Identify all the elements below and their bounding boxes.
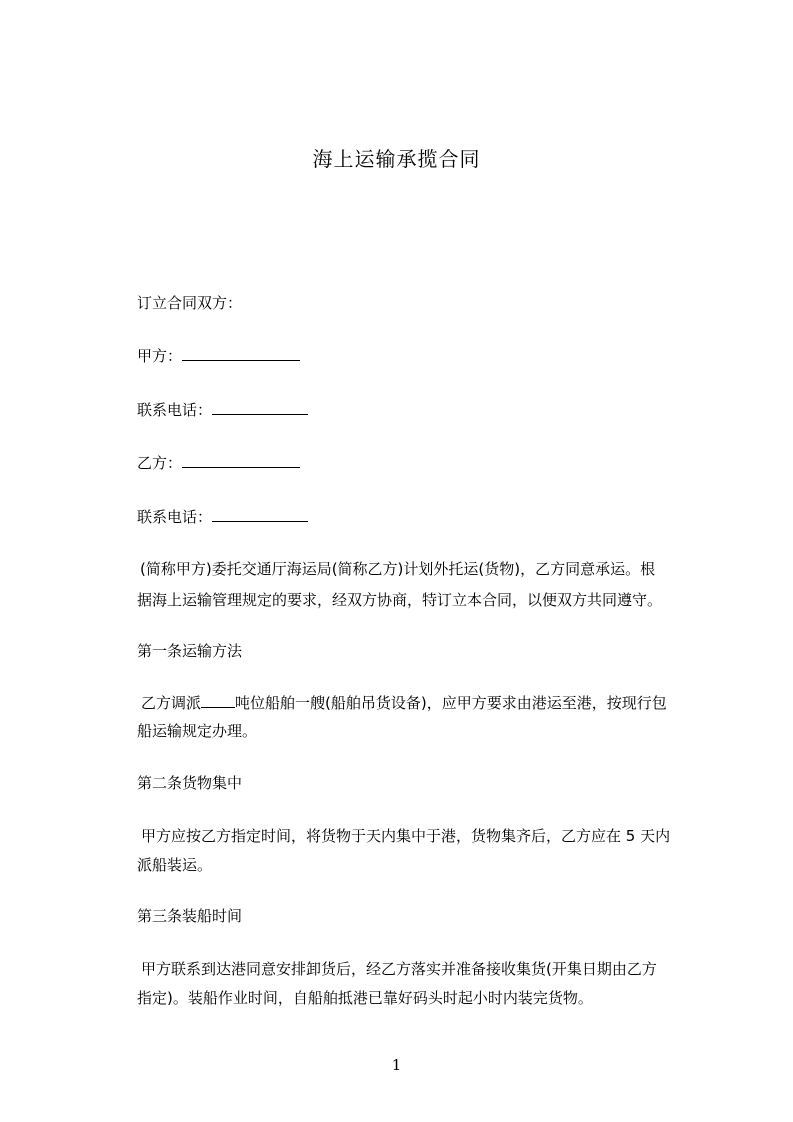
article2-line-2: 派船装运。 <box>137 856 213 874</box>
party-a-phone-line <box>137 399 308 420</box>
article3-heading: 第三条装船时间 <box>137 907 243 925</box>
party-b-phone-line <box>137 506 308 527</box>
article2-heading: 第二条货物集中 <box>137 774 243 792</box>
party-b-phone-label: 联系电话： <box>137 508 213 526</box>
tonnage-blank <box>201 693 235 708</box>
parties-heading: 订立合同双方： <box>137 294 243 312</box>
article3-line-2: 指定)。装船作业时间，自船舶抵港已靠好码头时起小时内装完货物。 <box>137 989 593 1007</box>
intro-line-1: (简称甲方)委托交通厅海运局(简称乙方)计划外托运(货物)，乙方同意承运。根 <box>140 560 656 578</box>
article1-line-1 <box>141 692 667 713</box>
party-a-label: 甲方： <box>137 347 183 365</box>
party-a-phone-label: 联系电话： <box>137 401 213 419</box>
page-number: 1 <box>391 1056 402 1074</box>
party-b-line <box>137 452 300 473</box>
article3-line-1: 甲方联系到达港同意安排卸货后，经乙方落实并准备接收集货(开集日期由乙方 <box>141 960 657 978</box>
article1-part1: 乙方调派 <box>141 694 202 712</box>
party-b-label: 乙方： <box>137 454 183 472</box>
article1-part2: 吨位船舶一艘(船舶吊货设备)，应甲方要求由港运至港，按现行包 <box>235 694 667 712</box>
party-a-phone-blank <box>212 400 308 415</box>
intro-line-2: 据海上运输管理规定的要求，经双方协商，特订立本合同，以便双方共同遵守。 <box>137 591 663 609</box>
article1-heading: 第一条运输方法 <box>137 642 243 660</box>
party-b-blank <box>182 453 300 468</box>
article2-line-1: 甲方应按乙方指定时间，将货物于天内集中于港，货物集齐后，乙方应在 5 天内 <box>141 827 671 845</box>
article1-line-2: 船运输规定办理。 <box>137 722 258 740</box>
party-a-blank <box>182 346 300 361</box>
document-title: 海上运输承揽合同 <box>312 147 481 171</box>
party-b-phone-blank <box>212 507 308 522</box>
party-a-line <box>137 345 300 366</box>
